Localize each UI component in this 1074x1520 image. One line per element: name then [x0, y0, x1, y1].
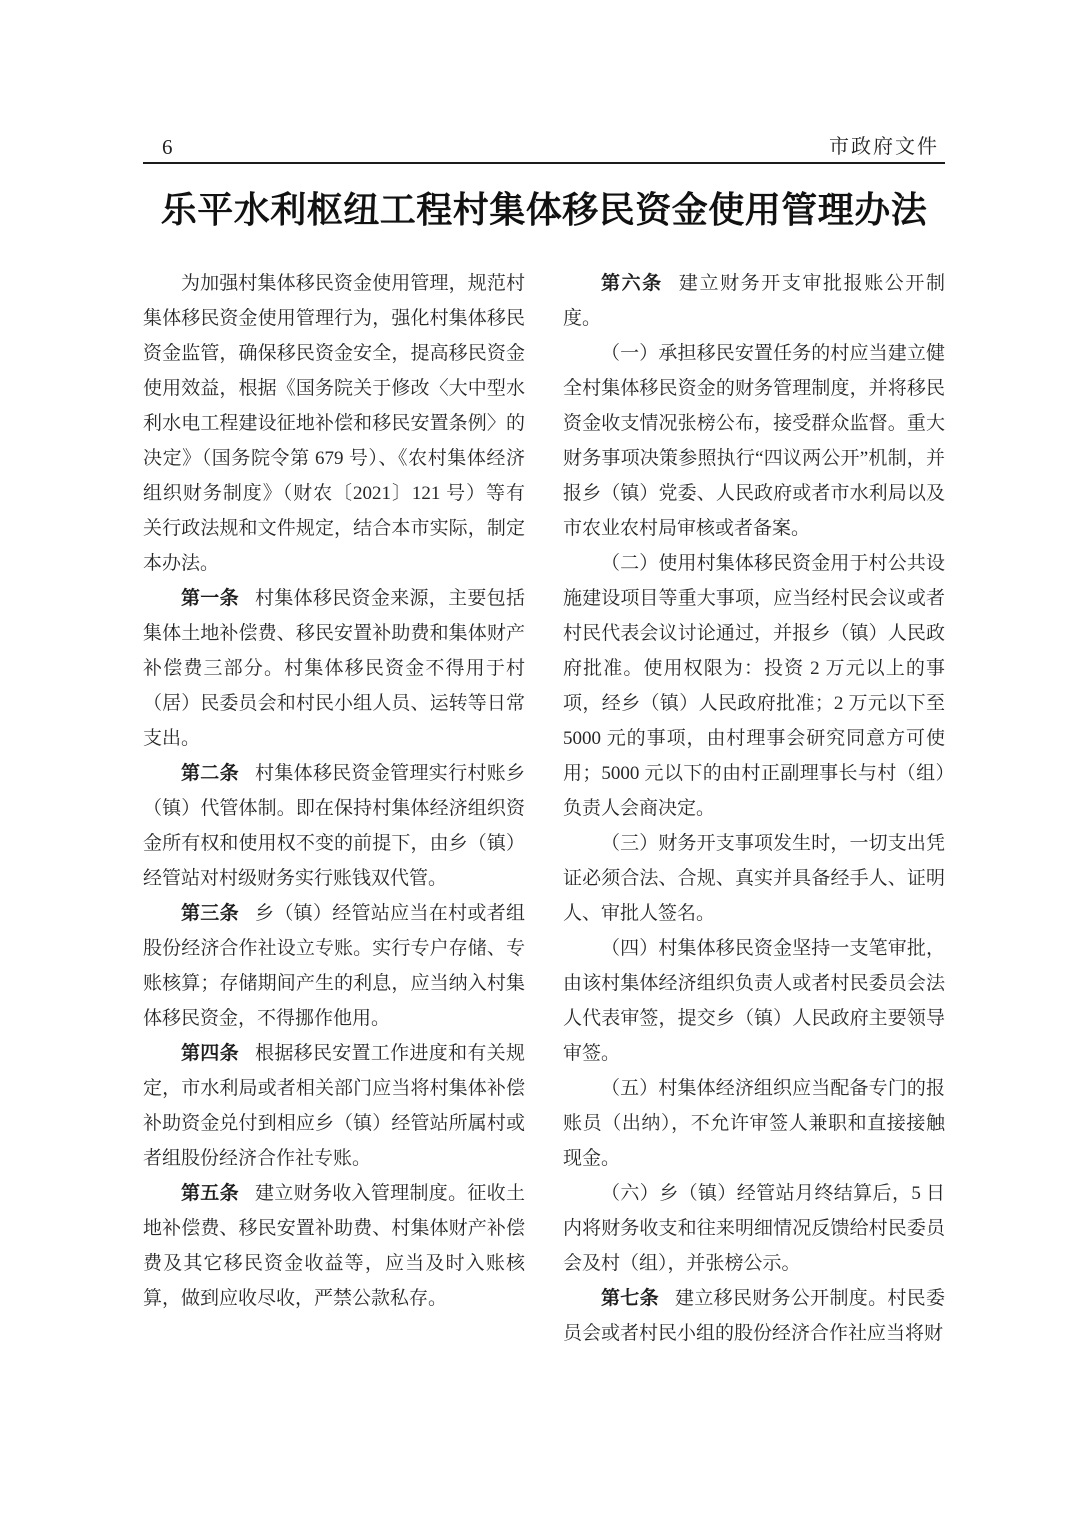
- paragraph-text: 建立移民财务公开制度。村民委员会或者村民小组的股份经济合作社应当将财: [563, 1288, 945, 1344]
- two-column-body: [143, 266, 945, 1351]
- article-3-paragraph: [143, 896, 525, 1036]
- paragraph-text: （六）乡（镇）经管站月终结算后，5 日内将财务收支和往来明细情况反馈给村民委员会及村（组），并张榜公示。: [563, 1183, 945, 1274]
- paragraph-text: 建立财务开支审批报账公开制度。: [563, 273, 945, 329]
- article-label: 第五条: [181, 1183, 239, 1204]
- article-label: 第四条: [181, 1043, 239, 1064]
- article-label: 第二条: [181, 763, 239, 784]
- paragraph-text: 村集体移民资金来源，主要包括集体土地补偿费、移民安置补助费和集体财产补偿费三部分。村集体移民资金不得用于村（居）民委员会和村民小组人员、运转等日常支出。: [143, 588, 525, 749]
- clause-1-paragraph: [563, 336, 945, 546]
- paragraph-text: （一）承担移民安置任务的村应当建立健全村集体移民资金的财务管理制度，并将移民资金收支情况张榜公布，接受群众监督。重大财务事项决策参照执行“四议两公开”机制，并报乡（镇）党委、人民政府或者市水利局以及市农业农村局审核或者备案。: [563, 343, 945, 539]
- paragraph-text: （三）财务开支事项发生时，一切支出凭证必须合法、合规、真实并具备经手人、证明人、审批人签名。: [563, 833, 945, 924]
- clause-6-paragraph: [563, 1176, 945, 1281]
- paragraph-text: 村集体移民资金管理实行村账乡（镇）代管体制。即在保持村集体经济组织资金所有权和使用权不变的前提下，由乡（镇）经管站对村级财务实行账钱双代管。: [143, 763, 525, 889]
- article-6-paragraph: [563, 266, 945, 336]
- clause-2-paragraph: [563, 546, 945, 826]
- paragraph-text: （五）村集体经济组织应当配备专门的报账员（出纳），不允许审签人兼职和直接接触现金。: [563, 1078, 945, 1169]
- article-2-paragraph: [143, 756, 525, 896]
- article-label: 第一条: [181, 588, 239, 609]
- clause-4-paragraph: [563, 931, 945, 1071]
- page-content: [143, 0, 945, 1351]
- article-4-paragraph: [143, 1036, 525, 1176]
- article-label: 第七条: [601, 1288, 659, 1309]
- left-column: [143, 266, 525, 1351]
- article-5-paragraph: [143, 1176, 525, 1316]
- article-1-paragraph: [143, 581, 525, 756]
- article-7-paragraph: [563, 1281, 945, 1351]
- paragraph-text: 根据移民安置工作进度和有关规定，市水利局或者相关部门应当将村集体补偿补助资金兑付到相应乡（镇）经管站所属村或者组股份经济合作社专账。: [143, 1043, 525, 1169]
- paragraph-text: （二）使用村集体移民资金用于村公共设施建设项目等重大事项，应当经村民会议或者村民代表会议讨论通过，并报乡（镇）人民政府批准。使用权限为：投资 2 万元以上的事项，经乡（镇）人民政府批准；2 万元以下至 5000 元的事项，由村理事会研究同意方可使用；5000 元以下的由村正副理事长与村（组）负责人会商决定。: [563, 553, 945, 819]
- paragraph-text: 建立财务收入管理制度。征收土地补偿费、移民安置补助费、村集体财产补偿费及其它移民资金收益等，应当及时入账核算，做到应收尽收，严禁公款私存。: [143, 1183, 525, 1309]
- paragraph-text: 为加强村集体移民资金使用管理，规范村集体移民资金使用管理行为，强化村集体移民资金监管，确保移民资金安全，提高移民资金使用效益，根据《国务院关于修改〈大中型水利水电工程建设征地补偿和移民安置条例〉的决定》（国务院令第 679 号）、《农村集体经济组织财务制度》（财农〔2021〕121 号）等有关行政法规和文件规定，结合本市实际，制定本办法。: [143, 273, 525, 574]
- article-label: 第三条: [181, 903, 239, 924]
- paragraph-text: 乡（镇）经管站应当在村或者组股份经济合作社设立专账。实行专户存储、专账核算；存储期间产生的利息，应当纳入村集体移民资金，不得挪作他用。: [143, 903, 525, 1029]
- doc-type-label: 市政府文件: [829, 136, 939, 158]
- paragraph-text: （四）村集体移民资金坚持一支笔审批，由该村集体经济组织负责人或者村民委员会法人代表审签，提交乡（镇）人民政府主要领导审签。: [563, 938, 945, 1064]
- clause-5-paragraph: [563, 1071, 945, 1176]
- article-label: 第六条: [601, 273, 663, 294]
- page-number: 6: [162, 135, 173, 159]
- right-column: [563, 266, 945, 1351]
- page-header: [143, 0, 945, 164]
- clause-3-paragraph: [563, 826, 945, 931]
- intro-paragraph: [143, 266, 525, 581]
- document-title: 乐平水利枢纽工程村集体移民资金使用管理办法: [160, 189, 928, 230]
